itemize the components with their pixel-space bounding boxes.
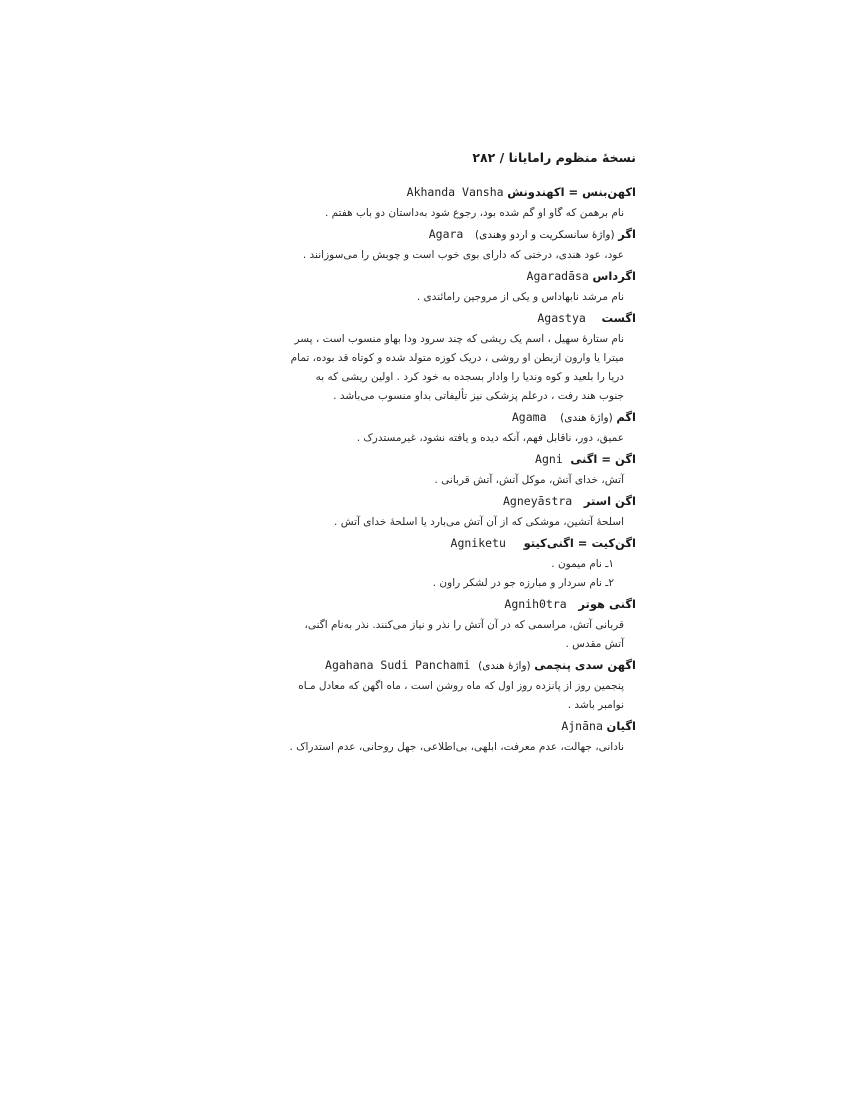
dictionary-entry (240, 658, 636, 715)
dictionary-entry (240, 494, 636, 532)
entry-definition-line: دریا را بلعید و کوه وندیا را وادار بسجده به خود کرد . اولین ریشی که به (315, 371, 624, 383)
entry-headword: اگیان (606, 719, 636, 733)
dictionary-entry (240, 536, 636, 593)
entry-headword: اگرداس (592, 269, 636, 283)
entry-headword: اکهن‌بنس = اکهندونش (507, 185, 636, 199)
entry-transliteration: Akhanda Vansha (406, 185, 504, 199)
entry-definition-line: نام مرشد نابهاداس و یکی از مروجین رامائندی . (416, 291, 624, 303)
entry-headline (240, 536, 636, 555)
entry-definition-line: اسلحهٔ آتشین، موشکی که از آن آتش می‌بارد یا اسلحهٔ خدای آتش . (334, 516, 624, 528)
entry-definition-line: نام برهمن که گاو او گم شده بود، رجوع شود به‌داستان دو باب هفتم . (324, 207, 624, 219)
entry-headline (240, 597, 636, 616)
entry-definition-line: عمیق، دور، ناقابل فهم، آنکه دیده و یافته نشود، غیرمستدرک . (356, 432, 624, 444)
entry-definition-line: عود، عود هندی، درختی که دارای بوی خوب است و چوبش را می‌سوزانند . (302, 249, 624, 261)
entry-headline (240, 410, 636, 429)
entry-headword: اگر (618, 227, 636, 241)
entry-definition-line: جنوب هند رفت ، درعلم پزشکی نیز تألیفاتی بداو منسوب می‌باشد . (333, 390, 624, 402)
dictionary-entry (240, 719, 636, 757)
entry-language-note: (واژهٔ سانسکریت و اردو و‌هندی) (475, 229, 615, 241)
entry-transliteration: Agni (535, 452, 563, 466)
entry-headline (240, 185, 636, 204)
entry-definition-line: ۲ـ نام سردار و مبارزه جو در لشکر راون . (432, 577, 614, 589)
dictionary-entry (240, 410, 636, 448)
entry-transliteration: Agara (428, 227, 464, 241)
entry-language-note: (واژهٔ هندی) (560, 412, 613, 424)
entry-definition-line: نوامبر باشد . (567, 699, 624, 711)
entry-headline (240, 452, 636, 471)
entry-definition-line: میترا یا وارون ازبطن او روشی ، دریک کوزه متولد شده و کوتاه قد بوده، تمام (290, 352, 624, 364)
entry-transliteration: Agnih0tra (504, 597, 567, 611)
entry-headline (240, 494, 636, 513)
dictionary-entry (240, 452, 636, 490)
entry-headword: اگنی هوتر (578, 597, 636, 611)
entry-transliteration: Agahana Sudi Panchami (325, 658, 471, 672)
entry-headword: اگن‌کیت = اگنی‌کیتو (523, 536, 636, 550)
entry-transliteration: Agaradāsa (526, 269, 589, 283)
dictionary-entry (240, 227, 636, 265)
entry-headword: اگن استر (583, 494, 636, 508)
entry-headline (240, 311, 636, 330)
entry-headline (240, 227, 636, 246)
entry-headline (240, 719, 636, 738)
dictionary-entry (240, 597, 636, 654)
entry-definition-line: ۱ـ نام میمون . (551, 558, 614, 570)
entry-transliteration: Agniketu (450, 536, 506, 550)
entry-headword: اگست (601, 311, 636, 325)
dictionary-entries (240, 185, 636, 757)
dictionary-entry (240, 311, 636, 406)
dictionary-entry (240, 185, 636, 223)
entry-definition-line: پنجمین روز از پانزده روز اول که ماه روشن است ، ماه اگهن که معادل مـاه (298, 680, 624, 692)
entry-headline (240, 269, 636, 288)
entry-language-note: (واژهٔ هندی) (478, 660, 531, 672)
entry-definition-line: قربانی آتش، مراسمی که در آن آتش را نذر و نیاز می‌کنند. نذر به‌نام اگنی، (304, 619, 624, 631)
entry-definition-line: آتش، خدای آتش، موکل آتش، آتش قربانی . (434, 474, 624, 486)
entry-transliteration: Agneyāstra (503, 494, 573, 508)
entry-headword: اگم (616, 410, 636, 424)
entry-transliteration: Ajnāna (561, 719, 603, 733)
entry-definition-line: آتش مقدس . (565, 638, 624, 650)
dictionary-entry (240, 269, 636, 307)
entry-definition-line: نادانی، جهالت، عدم معرفت، ابلهی، بی‌اطلاعی، جهل روحانی، عدم استدراک . (289, 741, 624, 753)
entry-headword: اگهن سدی پنچمی (534, 658, 636, 672)
entry-definition-line: نام ستارهٔ سهیل ، اسم یک ریشی که چند سرود ودا بهاو منسوب است ، پسر (294, 333, 624, 345)
entry-transliteration: Agastya (537, 311, 586, 325)
entry-headword: اگن = اگنی (570, 452, 636, 466)
entry-headline (240, 658, 636, 677)
book-page (240, 150, 636, 761)
running-head: نسخهٔ منظوم رامایانا / ۲۸۲ (472, 150, 636, 165)
entry-transliteration: Agama (511, 410, 547, 424)
